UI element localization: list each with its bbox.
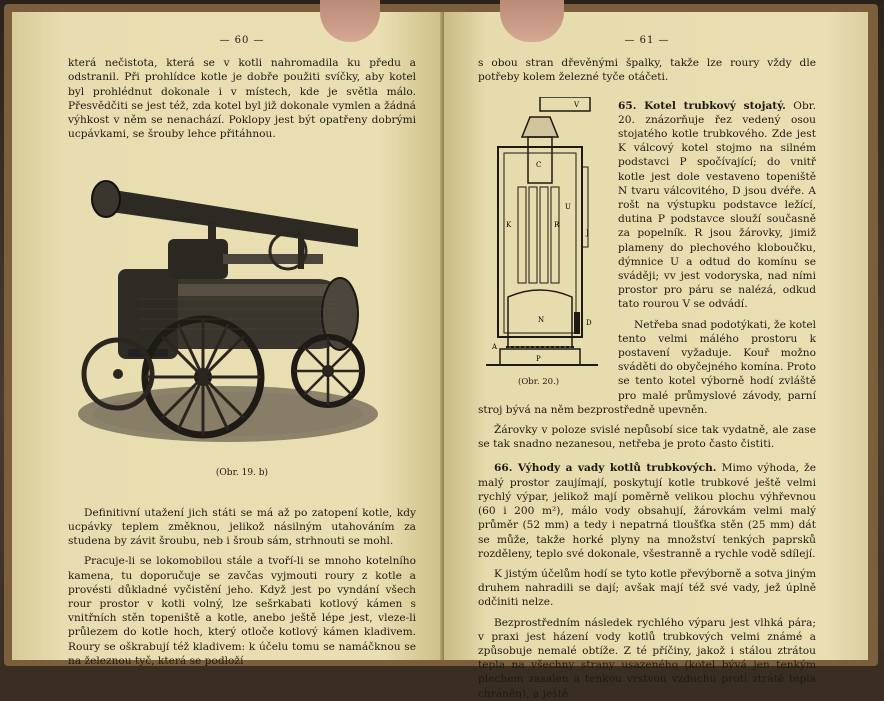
right-paragraph-netreba: Netřeba snad podotýkati, že kotel tento velmi málého prostoru k postavení vyžaduje. Kouř možno sváděti do obyčejného komína. Proto se tento kotel výborně hodí zvláště pro malé průmyslové závody, parní stroj bývá na něm bezprostředně upevněn. [478, 318, 816, 416]
left-paragraph-1: která nečistota, která se v kotli nahromadila ku předu a odstranil. Při prohlídce kotle je dobře použiti svíčky, aby kotel byl prohlédnut dokonale i v místech, kde je světla málo. Přesvědčiti se jest též, zda kotel byl již dokonale vymlen a žádná výhkost v něm se nenachází. Poklopy jest být opatřeny dobrými ucpávkami, se šrouby lehce přitáhnou. [68, 57, 416, 141]
label-C: C [536, 160, 542, 169]
section-66-text: Mimo výhoda, že malý prostor zaujímají, poskytují kotle trubkové ještě velmi rychlý výpar, jelikož mají poměrně velikou plochu výhřevnou (60 i 200 m²), málo vody obsahují, žárovkám velmi malý průměr (52 mm) a tedy i nepatrná tloušťka stěn (25 mm) dát se může, takže horké plyny na množství tenkých paprsků rozděleny, teplo své dokonale, všestranně a rychle vodě sdílejí. [478, 462, 816, 560]
section-65-text: Obr. 20. znázorňuje řez vedený osou stojatého kotle trubkového. Zde jest K válcový kotel stojmo na silném podstavci P spočívající; do vnitř kotle jest dole vestaveno topeniště N tvaru válcovitého, D jsou dvéře. A rošt na výstupku podstavce ležící, dutina P podstavce slouží současně za popelník. R jsou žárovky, jimiž plameny do plechového kloboučku, dýmnice U a odtud do komínu se sváději; vv jest vodoryska, nad ními prostor pro páru se nalézá, odkud tato rourou V se odvádí. [618, 99, 816, 311]
label-D: D [586, 318, 592, 327]
label-U: U [565, 202, 571, 211]
right-page [444, 12, 868, 700]
label-V: V [574, 100, 580, 109]
left-paragraph-2: Definitivní utažení jich státi se má až po zatopení kotle, kdy ucpávky teplem změknou, jelikož násilným utahováním za studena by závit šroubu, neb i šroub sám, strhnouti se mohl. [68, 506, 416, 548]
figure-19b-caption: (Obr. 19. b) [215, 467, 269, 478]
figure-20-drawing [478, 97, 608, 387]
label-A: A [492, 342, 498, 351]
label-P: P [536, 354, 541, 363]
figure-20-caption: (Obr. 20.) [518, 376, 560, 387]
section-66-title: 66. Výhody a vady kotlů trubkových. [494, 462, 717, 475]
label-J: J [586, 228, 589, 237]
page-number-left: — 60 — [219, 35, 265, 46]
right-paragraph-1: s obou stran dřevěnými špalky, takže lze roury vždy dle potřeby kolem železné tyče otáčeti. [478, 57, 816, 84]
label-N: N [538, 315, 545, 324]
figure-19b-portable-steam-engine [58, 159, 388, 459]
right-paragraph-zarovky: Žárovky v poloze svislé nepůsobí sice tak vydatně, ale zase se tak snadno nezanesou, netřeba je proto často čistiti. [478, 424, 816, 451]
page-number-right: — 61 — [624, 35, 670, 46]
section-65-title: 65. Kotel trubkový stojatý. [618, 99, 786, 112]
right-paragraph-bezprostredni: Bezprostředním následek rychlého výparu jest vlhká pára; v praxi jest házení vody kotlů trubkových velmi známé a způsobuje nemalé obtíže. Z té příčiny, jakož i stálou ztrátou tepla na všechny strany usazeného (kotel bývá jen tenkým plechem zasalen a tenkou vrstvou vzduchu proti ztrátě tepla chráněn), a ještě [478, 616, 816, 700]
right-paragraph-k-jistym: K jistým účelům hodí se tyto kotle převýborně a sotva jiným druhem nahradili se dají; avšak mají též své vady, jež úplně odčiniti nelze. [478, 567, 816, 609]
label-R: R [554, 220, 560, 229]
left-paragraph-3: Pracuje-li se lokomobilou stále a tvoří-li se mnoho kotelního kamena, tu doporučuje se zavčas vyjmouti roury z kotle a provésti důkladné vyčistění jeho. Když jest po vyndání všech rour prostor v kotli volný, lze sešrkabati kotlový kámen s vnitřních stěn topeniště a kotle, anebo ještě lépe jest, vleze-li průlezem do kotle hoch, který otloče kotlový kámen kladivem. Roury se oškrabují též kladivem: k účelu tomu se namáčknou se na železnou tyč, která se podloží [68, 555, 416, 667]
left-page [12, 12, 444, 667]
figure-20-boiler-section [478, 97, 608, 397]
label-K: K [506, 220, 512, 229]
